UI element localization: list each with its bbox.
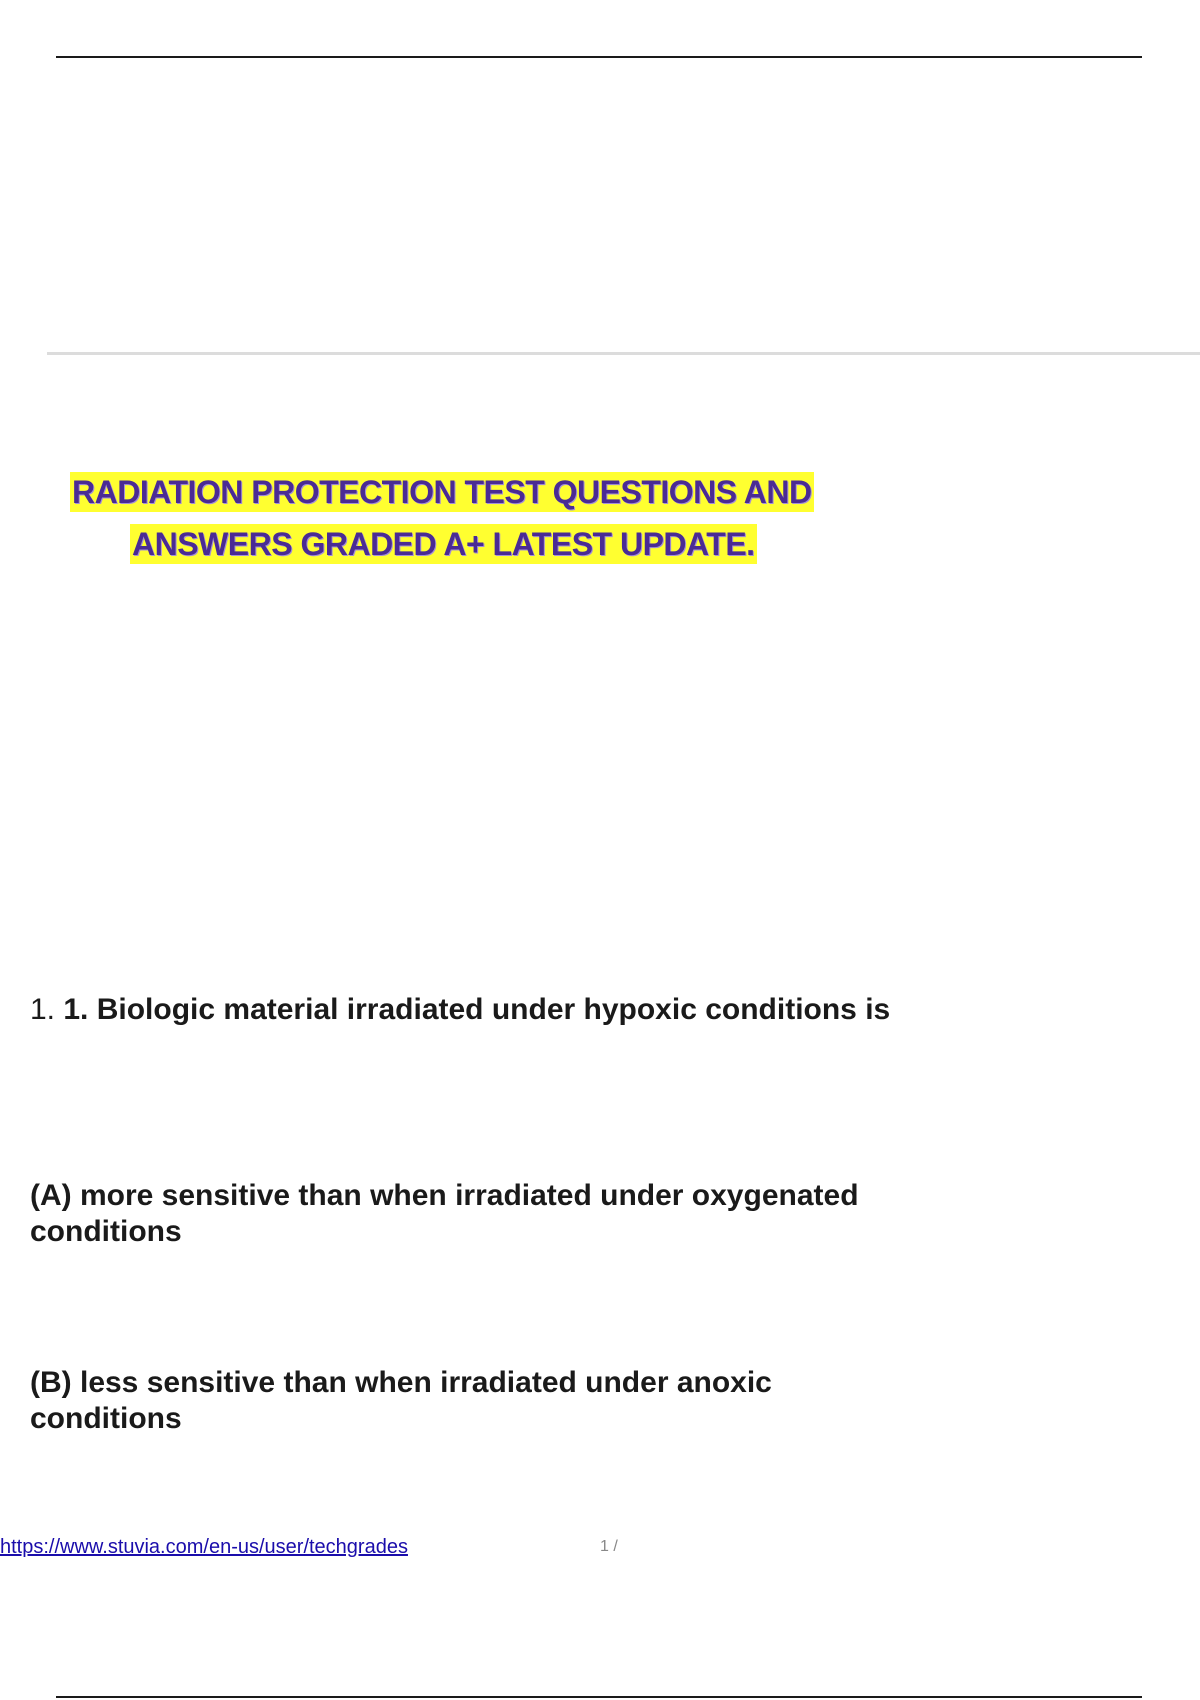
question-text: 1. Biologic material irradiated under hypoxic conditions is	[63, 993, 891, 1026]
option-b: (B) less sensitive than when irradiated under anoxic conditions	[30, 1366, 772, 1435]
option-a: (A) more sensitive than when irradiated under oxygenated conditions	[30, 1179, 859, 1248]
question-1	[30, 992, 930, 1027]
section-divider	[47, 352, 1200, 355]
document-title-line-1: RADIATION PROTECTION TEST QUESTIONS AND	[72, 474, 812, 510]
question-number: 1.	[30, 993, 56, 1026]
footer-link[interactable]: https://www.stuvia.com/en-us/user/techgrades	[0, 1536, 408, 1558]
top-divider	[56, 56, 1142, 58]
page-number: 1 /	[600, 1538, 618, 1555]
bottom-divider	[56, 1696, 1142, 1698]
document-title-line-2: ANSWERS GRADED A+ LATEST UPDATE.	[132, 526, 755, 562]
